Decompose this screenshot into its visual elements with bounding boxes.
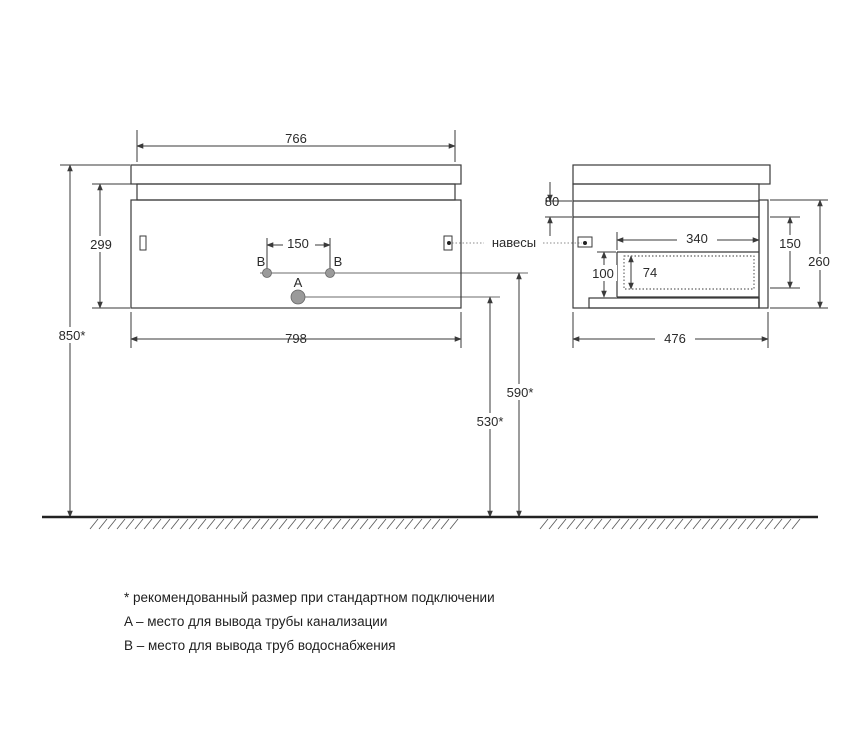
hatch-line: [153, 519, 161, 529]
dim-label-80: 80: [544, 194, 560, 209]
hatch-line: [603, 519, 611, 529]
hatch-line: [396, 519, 404, 529]
dim-label-798: 798: [285, 331, 307, 346]
hatch-line: [270, 519, 278, 529]
hatch-line: [657, 519, 665, 529]
drawer-bottom: [589, 298, 759, 308]
hatch-line: [630, 519, 638, 529]
dim-label-100: 100: [592, 266, 614, 281]
hatch-line: [585, 519, 593, 529]
hatch-line: [360, 519, 368, 529]
hatch-line: [108, 519, 116, 529]
hatch-line: [288, 519, 296, 529]
notes-block: [124, 586, 495, 658]
hatch-line: [756, 519, 764, 529]
note-recommended: * рекомендованный размер при стандартном подключении: [124, 590, 495, 605]
hatch-line: [351, 519, 359, 529]
hatch-line: [648, 519, 656, 529]
hatch-line: [378, 519, 386, 529]
hinge-dot-icon: [447, 241, 451, 245]
hatch-line: [234, 519, 242, 529]
hatch-line: [558, 519, 566, 529]
hatch-line: [117, 519, 125, 529]
hatch-line: [693, 519, 701, 529]
dim-label-150-pipes: 150: [287, 236, 309, 251]
side-view: [573, 165, 770, 308]
hatch-line: [567, 519, 575, 529]
hatch-line: [342, 519, 350, 529]
hatch-line: [432, 519, 440, 529]
dim-150-side: [770, 217, 800, 288]
hatch-line: [279, 519, 287, 529]
hatch-line: [243, 519, 251, 529]
front-countertop: [131, 165, 461, 184]
hatch-line: [180, 519, 188, 529]
dim-label-530: 530*: [476, 414, 504, 429]
hatch-line: [423, 519, 431, 529]
hatch-line: [675, 519, 683, 529]
hatch-line: [126, 519, 134, 529]
hatch-line: [738, 519, 746, 529]
hatch-line: [162, 519, 170, 529]
dim-label-340: 340: [686, 231, 708, 246]
dim-label-766: 766: [285, 131, 307, 146]
pipe-b-left-icon: [263, 269, 272, 278]
hatch-line: [405, 519, 413, 529]
floor-hatch-right: [540, 519, 800, 529]
hatch-line: [207, 519, 215, 529]
hatch-line: [747, 519, 755, 529]
hatch-line: [171, 519, 179, 529]
dim-label-299: 299: [90, 237, 112, 252]
hatch-line: [144, 519, 152, 529]
hatch-line: [135, 519, 143, 529]
hatch-line: [729, 519, 737, 529]
hatch-line: [297, 519, 305, 529]
hatch-line: [639, 519, 647, 529]
pipe-b-right-icon: [326, 269, 335, 278]
hatch-line: [414, 519, 422, 529]
hatch-line: [450, 519, 458, 529]
dim-label-74: 74: [642, 265, 658, 280]
dim-80: [545, 182, 572, 236]
note-b: B – место для вывода труб водоснабжения: [124, 638, 396, 653]
label-b-left: B: [256, 254, 266, 269]
note-a: A – место для вывода трубы канализации: [124, 614, 388, 629]
hatch-line: [774, 519, 782, 529]
hatch-line: [711, 519, 719, 529]
hatch-line: [594, 519, 602, 529]
hatch-line: [90, 519, 98, 529]
hatch-line: [666, 519, 674, 529]
hatch-line: [99, 519, 107, 529]
dim-label-850: 850*: [58, 328, 86, 343]
hatch-line: [252, 519, 260, 529]
side-back-panel: [759, 200, 768, 308]
hatch-line: [387, 519, 395, 529]
label-b-right: B: [333, 254, 343, 269]
hatch-line: [198, 519, 206, 529]
side-hinge-dot-icon: [583, 241, 587, 245]
dim-label-260: 260: [808, 254, 830, 269]
dim-label-150-side: 150: [779, 236, 801, 251]
hatch-line: [189, 519, 197, 529]
dim-label-590: 590*: [506, 385, 534, 400]
hatch-line: [684, 519, 692, 529]
side-countertop: [573, 165, 770, 184]
hatch-line: [783, 519, 791, 529]
front-top-band: [137, 184, 455, 200]
label-a: A: [293, 275, 303, 290]
hatch-line: [612, 519, 620, 529]
hinge-label: навесы: [491, 235, 537, 250]
hatch-line: [621, 519, 629, 529]
hatch-line: [369, 519, 377, 529]
hatch-line: [441, 519, 449, 529]
hatch-line: [576, 519, 584, 529]
hatch-line: [315, 519, 323, 529]
hatch-line: [540, 519, 548, 529]
hatch-line: [333, 519, 341, 529]
left-hinge-icon: [140, 236, 146, 250]
dim-label-476: 476: [664, 331, 686, 346]
hatch-line: [324, 519, 332, 529]
hatch-line: [765, 519, 773, 529]
hatch-line: [549, 519, 557, 529]
pipe-a-icon: [291, 290, 305, 304]
hatch-line: [720, 519, 728, 529]
floor-hatch-left: [90, 519, 458, 529]
hatch-line: [225, 519, 233, 529]
hatch-line: [702, 519, 710, 529]
hatch-line: [306, 519, 314, 529]
hatch-line: [261, 519, 269, 529]
hatch-line: [792, 519, 800, 529]
hatch-line: [216, 519, 224, 529]
